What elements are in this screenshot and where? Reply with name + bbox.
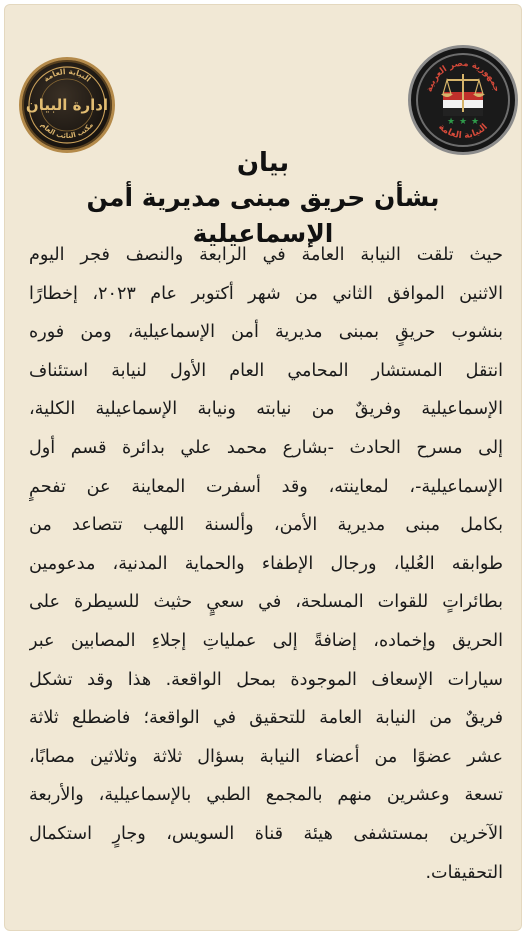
seal-bottom-text: مكتب النائب العام	[39, 120, 95, 141]
emblem-bottom-text: النيابة العامة	[436, 122, 490, 142]
body-line: سيارات الإسعاف الموجودة بمحل الواقعة. هذا وقد تشكل	[29, 669, 503, 690]
body-line: بنشوب حريقٍ بمبنى مديرية أمن الإسماعيلية، ومن فوره	[29, 322, 503, 343]
body-line: طوابقه العُليا، ورجال الإطفاء والحماية المدنية، مدعومين	[29, 553, 503, 574]
star-icon: ★	[458, 117, 468, 127]
emblem-top-text: جمهورية مصر العربية	[424, 58, 502, 94]
body-line: الإسماعيلية-، لمعاينته، وقد أسفرت المعاينة عن تفحمٍ	[29, 476, 503, 497]
body-line: الآخرين بمستشفى هيئة قناة السويس، وجارٍ استكمال	[29, 823, 503, 844]
public-prosecution-logo	[408, 45, 518, 155]
media-office-seal-logo	[19, 57, 115, 153]
statement-page	[4, 4, 522, 931]
body-line: بكامل مبنى مديرية الأمن، وألسنة اللهب تتصاعد من	[29, 515, 503, 536]
statement-heading: بيان	[236, 148, 290, 178]
body-line: الاثنين الموافق الثاني من شهر أكتوبر عام ٢٠٢٣، إخطارًا	[29, 283, 503, 304]
star-icon: ★	[470, 117, 480, 127]
body-line: الحريق وإخماده، إضافةً إلى عملياتِ إجلاءِ المصابين عبر	[29, 630, 503, 651]
statement-body	[29, 236, 503, 892]
body-line: تسعة وعشرين منهم بالمجمع الطبي بالإسماعيلية، والأربعة	[29, 785, 503, 806]
statement-subject-heading: بشأن حريق مبنى مديرية أمن الإسماعيلية	[86, 183, 440, 248]
body-line: انتقل المستشار المحامي العام الأول لنيابة استئناف	[29, 360, 503, 381]
star-icon: ★	[446, 117, 456, 127]
body-line: فريقٌ من النيابة العامة للتحقيق في الواقعة؛ فاضطلع ثلاثة	[29, 708, 503, 729]
body-line: الإسماعيلية وفريقٌ من نيابته ونيابة الإسماعيلية الكلية،	[29, 399, 503, 420]
seal-top-text: النيابة العامة	[41, 66, 93, 84]
media-office-seal-graphic	[22, 60, 112, 150]
seal-center-text: ادارة البيان	[25, 96, 109, 114]
body-line: بطائراتٍ للقوات المسلحة، في سعيٍ حثيث للسيطرة على	[29, 592, 503, 613]
body-line: عشر عضوًا من أعضاء النيابة بسؤال ثلاثة وثلاثين مصابًا،	[29, 746, 503, 767]
body-line: التحقيقات.	[425, 862, 503, 883]
body-line: حيث تلقت النيابة العامة في الرابعة والنصف فجر اليوم	[29, 245, 503, 265]
body-line: إلى مسرح الحادث -بشارع محمد علي بدائرة قسم أول	[29, 437, 503, 458]
public-prosecution-emblem	[411, 48, 515, 152]
svg-text:النيابة العامة	[42, 67, 93, 84]
